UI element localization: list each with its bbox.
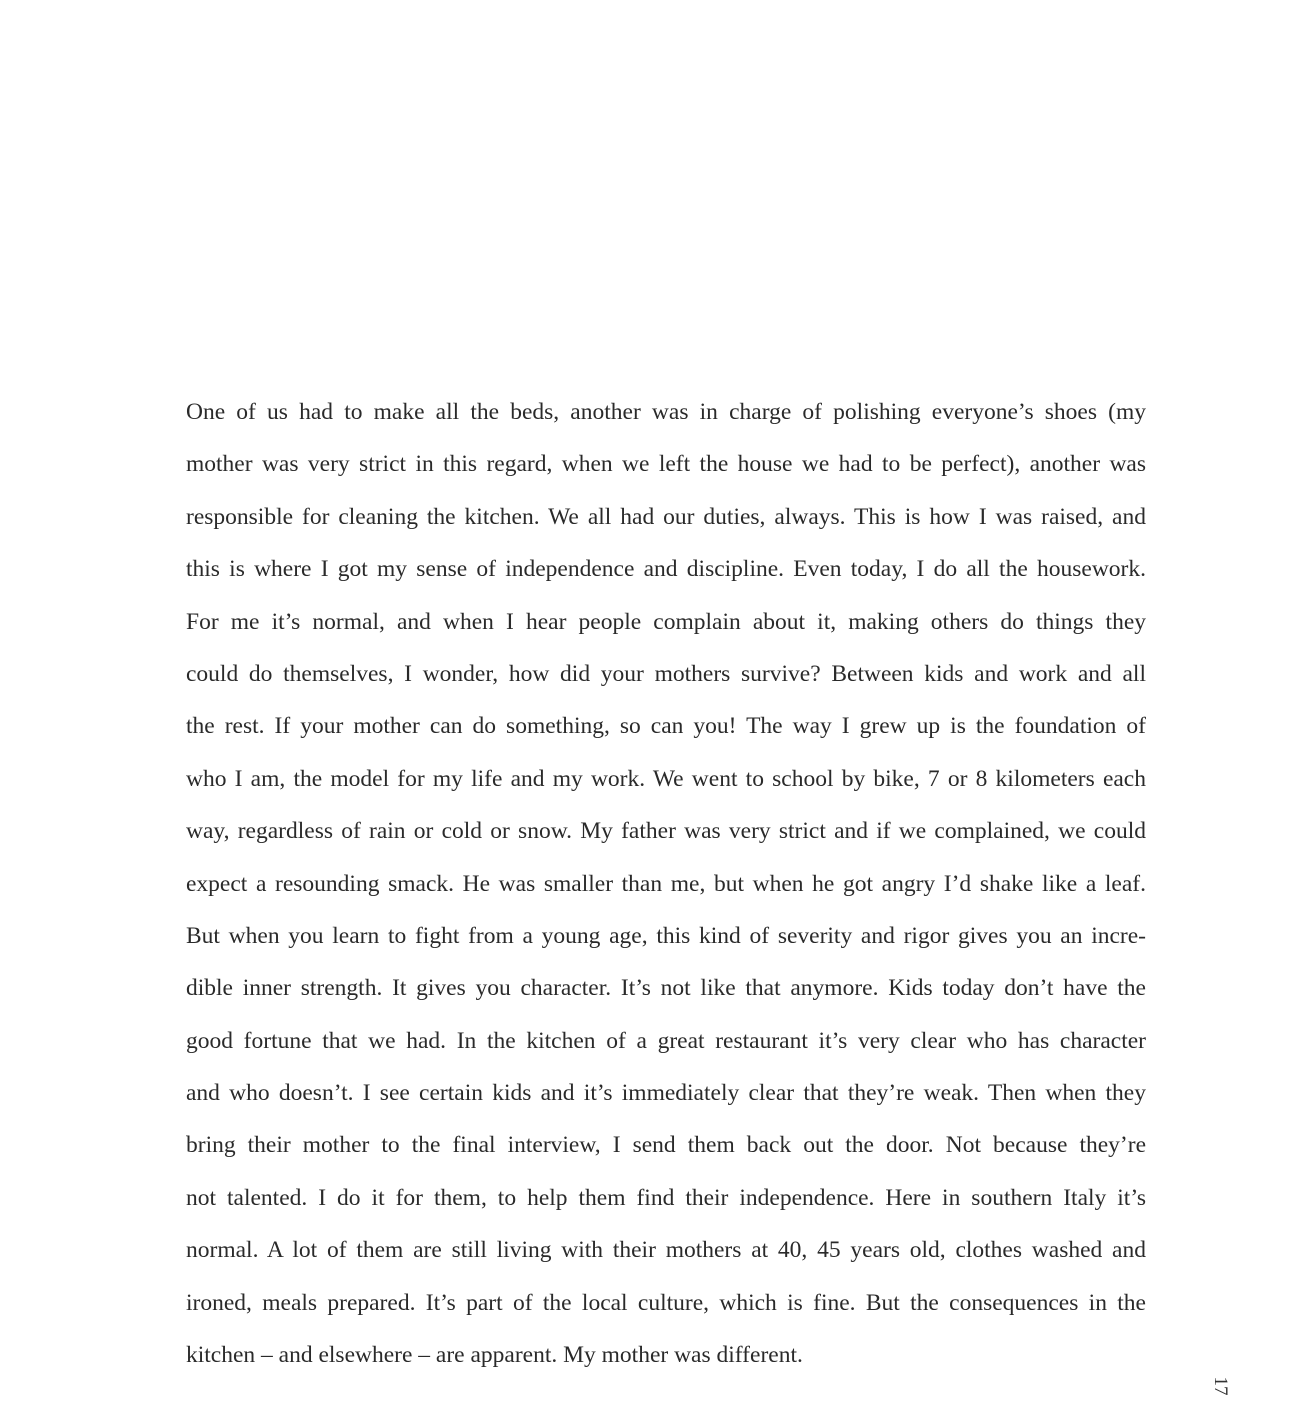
text-line: not talented. I do it for them, to help them find their independence. Here in southern Italy it’s xyxy=(186,1184,1146,1211)
text-line: dible inner strength. It gives you character. It’s not like that anymore. Kids today don’t have the xyxy=(186,975,1146,1002)
text-line: and who doesn’t. I see certain kids and it’s immediately clear that they’re weak. Then when they xyxy=(186,1080,1146,1107)
text-line: bring their mother to the final interview, I send them back out the door. Not because they’re xyxy=(186,1132,1146,1159)
body-text xyxy=(186,386,1146,1381)
text-line: good fortune that we had. In the kitchen of a great restaurant it’s very clear who has character xyxy=(186,1027,1146,1054)
text-line: expect a resounding smack. He was smaller than me, but when he got angry I’d shake like a leaf. xyxy=(186,870,1146,897)
text-line: who I am, the model for my life and my work. We went to school by bike, 7 or 8 kilometers each xyxy=(186,765,1146,792)
text-line: One of us had to make all the beds, another was in charge of polishing everyone’s shoes (my xyxy=(186,399,1146,425)
text-line: the rest. If your mother can do something, so can you! The way I grew up is the foundation of xyxy=(186,713,1146,740)
text-line: could do themselves, I wonder, how did your mothers survive? Between kids and work and all xyxy=(186,660,1146,687)
text-line: For me it’s normal, and when I hear people complain about it, making others do things they xyxy=(186,608,1146,635)
text-line: normal. A lot of them are still living with their mothers at 40, 45 years old, clothes washed and xyxy=(186,1237,1146,1264)
page-number: 17 xyxy=(1210,1376,1231,1396)
text-line: kitchen – and elsewhere – are apparent. My mother was different. xyxy=(186,1342,803,1369)
text-line: responsible for cleaning the kitchen. We all had our duties, always. This is how I was raised, and xyxy=(186,503,1146,530)
text-line: mother was very strict in this regard, when we left the house we had to be perfect), another was xyxy=(186,451,1146,478)
text-line: ironed, meals prepared. It’s part of the local culture, which is fine. But the consequences in the xyxy=(186,1289,1146,1316)
text-line: way, regardless of rain or cold or snow. My father was very strict and if we complained, we could xyxy=(186,818,1146,845)
text-line: But when you learn to fight from a young age, this kind of severity and rigor gives you an incre- xyxy=(186,922,1146,949)
text-line: this is where I got my sense of independence and discipline. Even today, I do all the housework. xyxy=(186,556,1146,583)
